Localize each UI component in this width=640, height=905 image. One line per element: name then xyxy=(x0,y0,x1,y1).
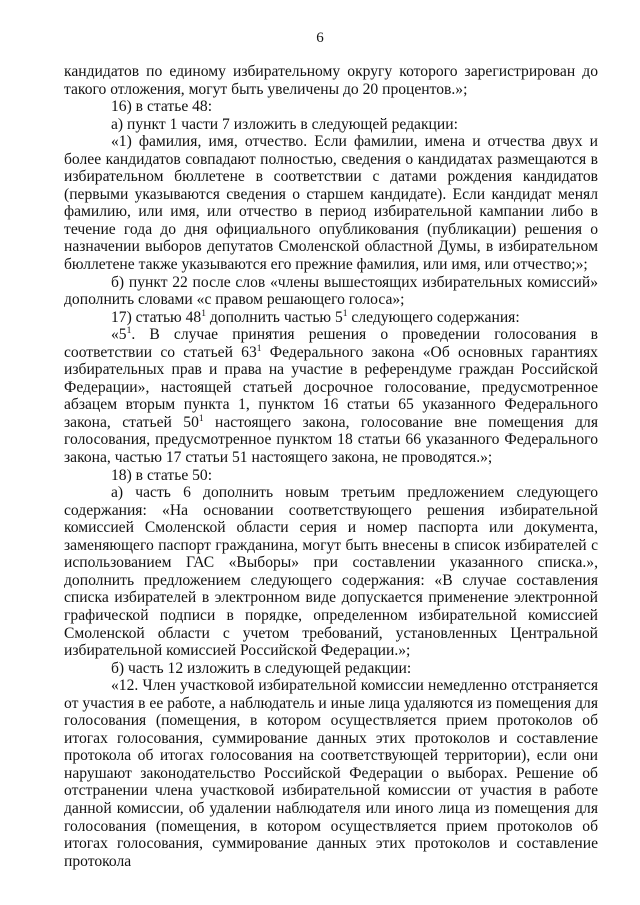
paragraph-item-17: 17) статью $48^1$ дополнить частью $5^1$ следующего содержания: xyxy=(111,308,520,326)
superscript: 1 xyxy=(342,308,348,319)
page-number: 6 xyxy=(316,30,324,46)
paragraph-item-18b: б) часть 12 изложить в следующей редакции: xyxy=(111,659,412,677)
superscript: 1 xyxy=(256,343,262,354)
paragraph-quote-12: «12. Член участковой избирательной комиссии немедленно отстраняется от участия в ее работе, а наблюдатель и иные лица удаляются из помещения для голосования (помещения, в котором осуществляется прием протоколов об итогах голосования, суммирование данных этих протоколов и составление протокола об итогах голосования на соответствующей территории), если они нарушают законодательство Российской Федерации о выборах. Решение об отстранении члена участковой избирательной комиссии от участия в работе данной комиссии, об удалении наблюдателя или иного лица из помещения для голосования (помещения, в котором осуществляется прием протоколов об итогах голосования, суммирование данных этих протоколов и составление протокола xyxy=(64,677,598,870)
superscript: 1 xyxy=(201,308,206,319)
paragraph-continuation: кандидатов по единому избирательному округу которого зарегистрирован до такого отложения, могут быть увеличены до 20 процентов.»; xyxy=(64,63,598,98)
paragraph-item-18: 18) в статье 50: xyxy=(111,466,213,484)
paragraph-quote-1: «1) фамилия, имя, отчество. Если фамилии, имена и отчества двух и более кандидатов совпадают полностью, сведения о кандидатах размещаются в избирательном бюллетене в соответствии с датами рождения кандидатов (первыми указываются сведения о старшем кандидате). Если кандидат менял фамилию, или имя, или отчество в период избирательной кампании либо в течение года до дня официального опубликования (публикации) решения о назначении выборов депутатов Смоленской областной Думы, в избирательном бюллетене также указываются его прежние фамилия, или имя, или отчество;»; xyxy=(64,133,598,274)
superscript: 1 xyxy=(126,326,132,337)
paragraph-item-16: 16) в статье 48: xyxy=(111,98,213,116)
superscript: 1 xyxy=(198,413,204,424)
paragraph-item-18a: а) часть 6 дополнить новым третьим предложением следующего содержания: «На основании соответствующего решения избирательной комиссией Смоленской области серия и номер паспорта или документа, заменяющего паспорт гражданина, могут быть внесены в список избирателей с использованием ГАС «Выборы» при составлении указанного списка.», дополнить предложением следующего содержания: «В случае составления списка избирателей в электронном виде допускается применение электронной графической подписи в порядке, определенном избирательной комиссией Смоленской области с учетом требований, установленных Центральной избирательной комиссией Российской Федерации.»; xyxy=(64,484,598,660)
paragraph-item-16b: б) пункт 22 после слов «члены вышестоящих избирательных комиссий» дополнить словами «с правом решающего голоса»; xyxy=(64,273,598,309)
paragraph-item-16a: а) пункт 1 части 7 изложить в следующей редакции: xyxy=(111,115,458,133)
paragraph-quote-5-1: «$5^1$. В случае принятия решения о проведении голосования в соответствии со статьей $63^1$ Федерального закона «Об основных гарантиях избирательных прав и права на участие в референдуме граждан Российской Федерации», настоящей статьей досрочное голосование, предусмотренное абзацем вторым пункта 1, пунктом 16 статьи 65 указанного Федерального закона, статьей $50^1$ настоящего закона, голосование вне помещения для голосования, предусмотренное пунктом 18 статьи 66 указанного Федерального закона, частью 17 статьи 51 настоящего закона, не проводятся.»; xyxy=(64,326,598,467)
document-body xyxy=(64,63,598,870)
